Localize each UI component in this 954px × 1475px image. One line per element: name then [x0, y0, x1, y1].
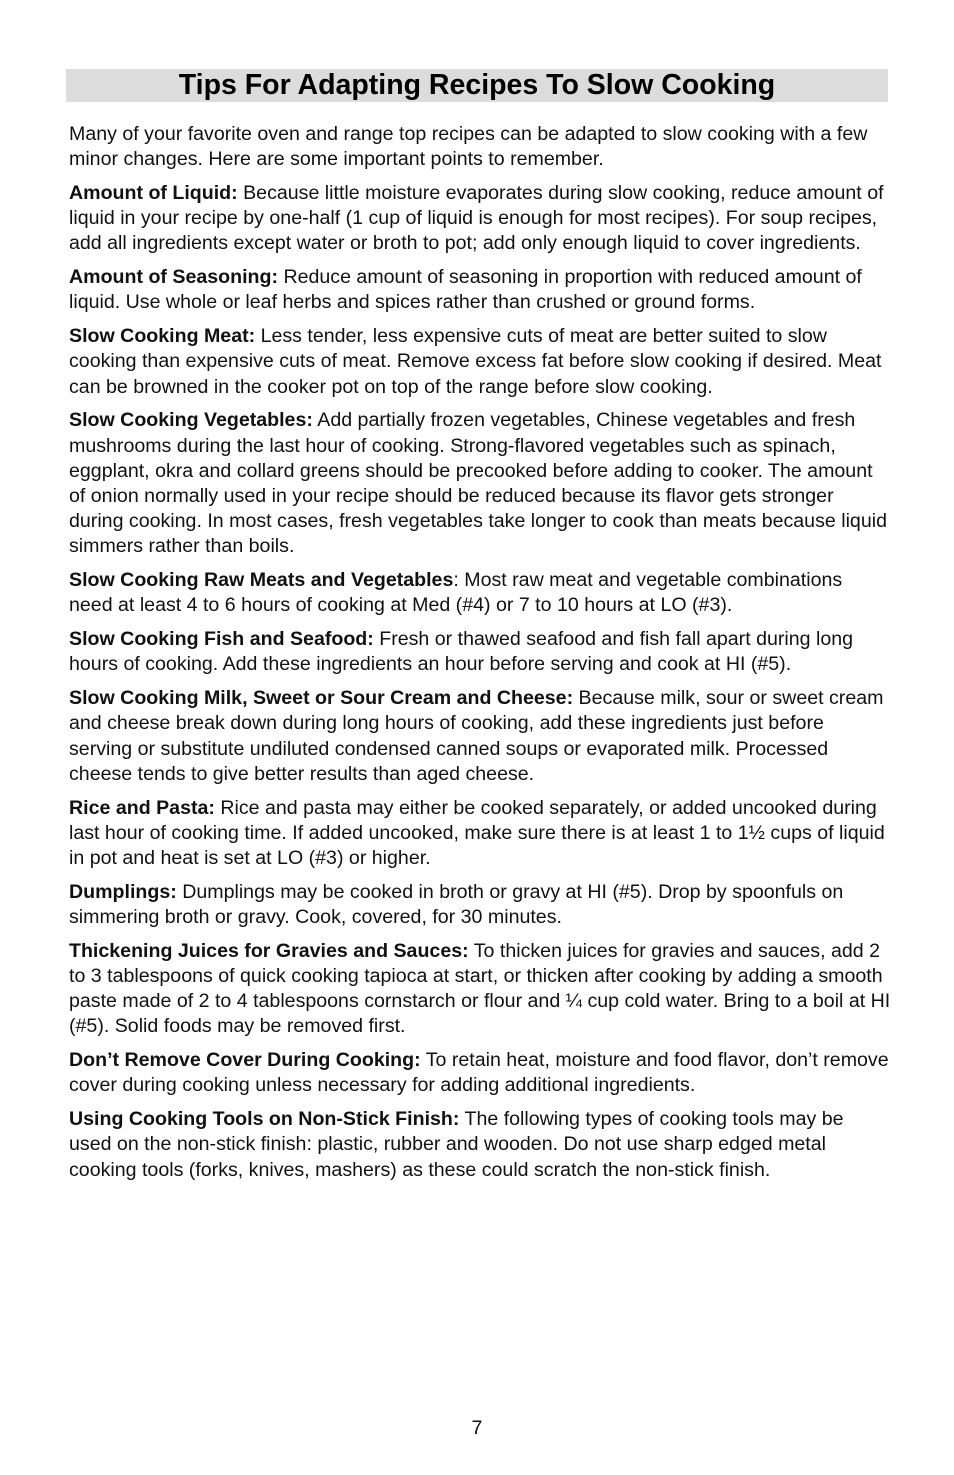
tip-text: The following types of cooking tools may be used on the non-stick finish: plastic, rubber and wooden. Do not use sharp edged metal cooking tools (forks, knives, mashers) as these could scratch the non-stick finish. [69, 1108, 844, 1181]
tip-paragraph [69, 880, 891, 930]
tip-text: To retain heat, moisture and food flavor, don’t remove cover during cooking unless necessary for adding additional ingredients. [69, 1049, 889, 1097]
tip-label: Slow Cooking Fish and Seafood: [69, 628, 374, 651]
tip-paragraph [69, 568, 891, 618]
tip-label: Slow Cooking Meat: [69, 325, 256, 348]
tip-text: Because milk, sour or sweet cream and cheese break down during long hours of cooking, add these ingredients just before serving or substitute undiluted condensed canned soups or evaporated milk. Processed cheese tends to give better results than aged cheese. [69, 687, 884, 785]
tip-label: Slow Cooking Raw Meats and Vegetables [69, 569, 454, 592]
tip-paragraph [69, 796, 891, 872]
tip-label: Don’t Remove Cover During Cooking: [69, 1049, 421, 1072]
intro-paragraph: Many of your favorite oven and range top recipes can be adapted to slow cooking with a few minor changes. Here are some important points to remember. [69, 123, 868, 171]
tip-label: Using Cooking Tools on Non-Stick Finish: [69, 1108, 460, 1131]
tip-paragraph [69, 324, 891, 400]
tip-paragraph [69, 627, 891, 677]
tip-text: Reduce amount of seasoning in proportion with reduced amount of liquid. Use whole or leaf herbs and spices rather than crushed or ground forms. [69, 266, 862, 314]
tip-paragraph [69, 181, 891, 257]
tip-label: Thickening Juices for Gravies and Sauces: [69, 939, 469, 962]
tip-paragraph [69, 939, 891, 1040]
tip-label: Slow Cooking Milk, Sweet or Sour Cream and Cheese: [69, 687, 574, 710]
tip-paragraph [69, 686, 891, 787]
title-bar [66, 69, 888, 102]
tip-label: Amount of Seasoning: [69, 266, 278, 289]
tip-text: Add partially frozen vegetables, Chinese vegetables and fresh mushrooms during the last hour of cooking. Strong-flavored vegetables such as spinach, eggplant, okra and collard greens should be precooked before adding to cooker. The amount of onion normally used in your recipe should be reduced because its flavor gets stronger during cooking. In most cases, fresh vegetables take longer to cook than meats because liquid simmers rather than boils. [69, 409, 887, 558]
page-title: Tips For Adapting Recipes To Slow Cooking [178, 69, 776, 101]
tip-label: Dumplings: [69, 880, 177, 903]
tip-text: Because little moisture evaporates during slow cooking, reduce amount of liquid in your recipe by one-half (1 cup of liquid is enough for most recipes). For soup recipes, add all ingredients except water or broth to pot; add only enough liquid to cover ingredients. [69, 182, 884, 255]
tip-text: Fresh or thawed seafood and fish fall apart during long hours of cooking. Add these ingredients an hour before serving and cook at HI (#5). [69, 628, 854, 676]
tip-text: : Most raw meat and vegetable combinations need at least 4 to 6 hours of cooking at Med (#4) or 7 to 10 hours at LO (#3). [69, 569, 843, 617]
page-number: 7 [471, 1417, 483, 1439]
tip-text: Dumplings may be cooked in broth or gravy at HI (#5). Drop by spoonfuls on simmering broth or gravy. Cook, covered, for 30 minutes. [69, 880, 844, 929]
tip-paragraph [69, 1048, 891, 1098]
tip-text: Less tender, less expensive cuts of meat are better suited to slow cooking than expensive cuts of meat. Remove excess fat before slow cooking if desired. Meat can be browned in the cooker pot on top of the range before slow cooking. [69, 325, 882, 398]
tip-paragraph [69, 1107, 891, 1183]
tip-text: Rice and pasta may either be cooked separately, or added uncooked during last hour of cooking time. If added uncooked, make sure there is at least 1 to 1½ cups of liquid in pot and heat is set at LO (#3) or higher. [69, 796, 885, 870]
tip-paragraph [69, 265, 891, 315]
tip-text: To thicken juices for gravies and sauces, add 2 to 3 tablespoons of quick cooking tapioca at start, or thicken after cooking by adding a smooth paste made of 2 to 4 tablespoons cornstarch or flour and ¼ cup cold water. Bring to a boil at HI (#5). Solid foods may be removed first. [69, 939, 891, 1038]
tip-label: Amount of Liquid: [69, 182, 238, 204]
tip-label: Rice and Pasta: [69, 796, 215, 819]
tip-paragraph [69, 408, 891, 559]
tip-label: Slow Cooking Vegetables: [69, 409, 313, 432]
content [69, 122, 891, 1191]
